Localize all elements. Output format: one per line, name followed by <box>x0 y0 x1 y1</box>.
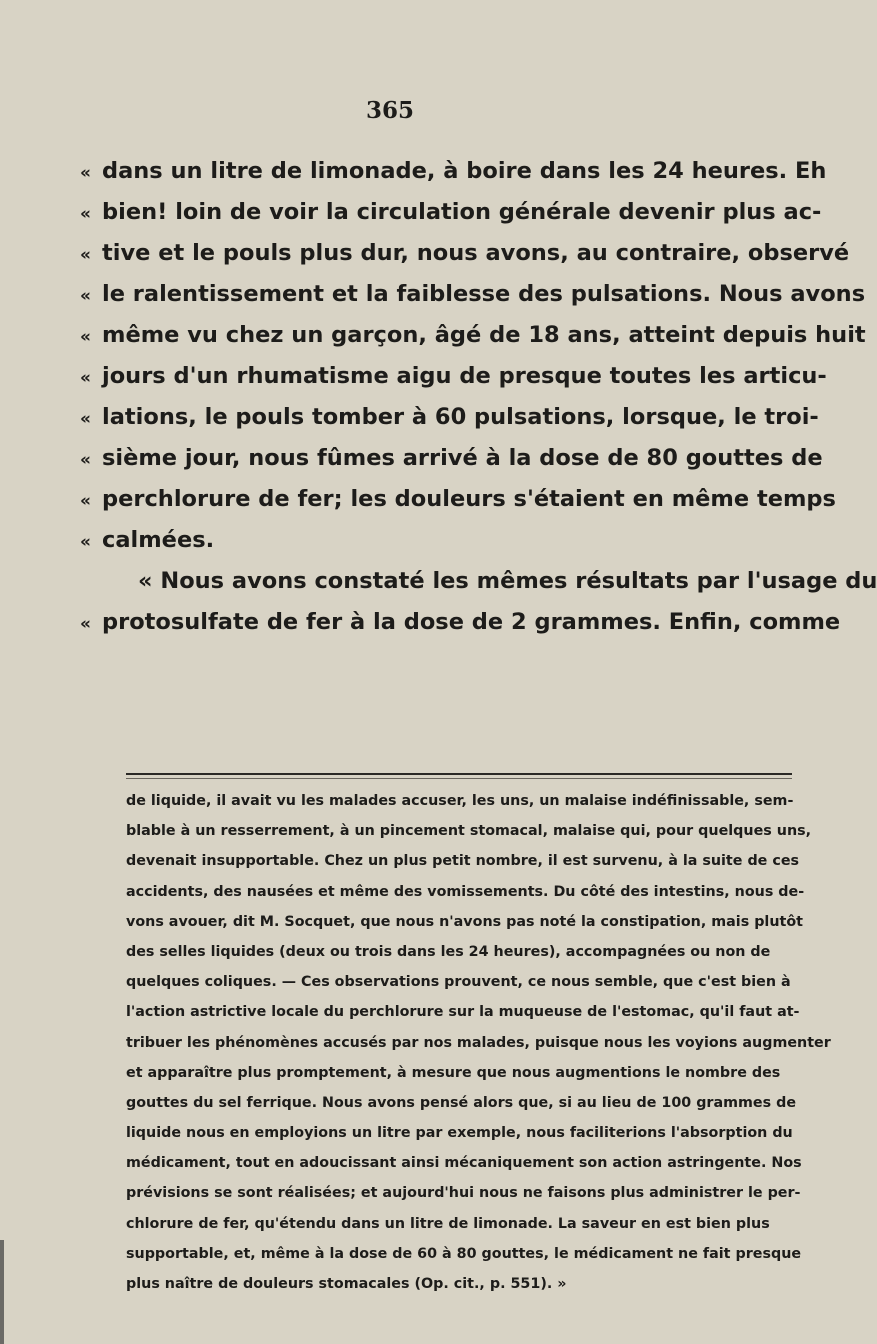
line-text: jours d'un rhumatisme aigu de presque toutes les articu- <box>102 363 827 389</box>
text-line <box>80 233 850 274</box>
footnote-line: liquide nous en employions un litre par exemple, nous faciliterions l'absorption du <box>126 1125 793 1142</box>
footnote-line: médicament, tout en adoucissant ainsi mécaniquement son action astringente. Nos <box>126 1155 802 1172</box>
footnote <box>126 786 831 1299</box>
quote-mark: « <box>80 491 91 511</box>
line-text: le ralentissement et la faiblesse des pulsations. Nous avons <box>102 281 866 307</box>
line-text: « Nous avons constaté les mêmes résultats par l'usage du <box>138 568 877 594</box>
page-edge-shadow <box>0 1240 4 1344</box>
line-text: sième jour, nous fûmes arrivé à la dose de 80 gouttes de <box>102 445 823 471</box>
quote-mark: « <box>80 368 91 388</box>
line-text: lations, le pouls tomber à 60 pulsations, lorsque, le troi- <box>102 404 819 430</box>
text-line <box>80 356 827 397</box>
quote-mark: « <box>80 532 91 552</box>
line-text: tive et le pouls plus dur, nous avons, au contraire, observé <box>102 240 850 266</box>
footnote-line: supportable, et, même à la dose de 60 à 80 gouttes, le médicament ne fait presque <box>126 1245 802 1262</box>
quote-mark: « <box>80 614 91 634</box>
line-text: bien! loin de voir la circulation générale devenir plus ac- <box>102 199 822 225</box>
footnote-line: de liquide, il avait vu les malades accuser, les uns, un malaise indéfinissable, sem- <box>126 793 794 809</box>
quote-mark: « <box>80 286 91 306</box>
main-text <box>80 151 877 643</box>
footnote-line: accidents, des nausées et même des vomissements. Du côté des intestins, nous de- <box>126 883 805 900</box>
footnote-divider-thin <box>126 778 792 779</box>
footnote-line: devenait insupportable. Chez un plus petit nombre, il est survenu, à la suite de ces <box>126 853 800 870</box>
text-line <box>80 315 866 356</box>
text-line <box>80 520 792 561</box>
text-line <box>80 438 823 479</box>
footnote-line: vons avouer, dit M. Socquet, que nous n'avons pas noté la constipation, mais plutôt <box>126 913 804 930</box>
line-text: perchlorure de fer; les douleurs s'étaient en même temps <box>102 486 836 512</box>
text-line <box>80 397 819 438</box>
line-text: calmées. <box>102 527 215 553</box>
quote-mark: « <box>80 245 91 265</box>
text-line <box>80 561 877 602</box>
quote-mark: « <box>80 450 91 470</box>
page-number: 365 <box>366 97 415 124</box>
footnote-line: plus naître de douleurs stomacales (Op. cit., p. 551). » <box>126 1276 567 1292</box>
footnote-line: gouttes du sel ferrique. Nous avons pensé alors que, si au lieu de 100 grammes de <box>126 1094 797 1111</box>
line-text: protosulfate de fer à la dose de 2 grammes. Enfin, comme <box>102 609 841 635</box>
footnote-line: tribuer les phénomènes accusés par nos malades, puisque nous les voyions augmenter <box>126 1034 831 1051</box>
line-text: dans un litre de limonade, à boire dans les 24 heures. Eh <box>102 158 827 184</box>
text-line <box>80 192 822 233</box>
footnote-line: chlorure de fer, qu'étendu dans un litre de limonade. La saveur en est bien plus <box>126 1215 770 1232</box>
quote-mark: « <box>80 409 91 429</box>
text-line <box>80 479 836 520</box>
footnote-divider <box>126 773 792 775</box>
footnote-line: des selles liquides (deux ou trois dans les 24 heures), accompagnées ou non de <box>126 943 771 960</box>
text-line <box>80 151 827 192</box>
line-text: même vu chez un garçon, âgé de 18 ans, atteint depuis huit <box>102 322 866 348</box>
text-line <box>80 274 866 315</box>
footnote-line: quelques coliques. — Ces observations prouvent, ce nous semble, que c'est bien à <box>126 974 791 991</box>
footnote-line: blable à un resserrement, à un pincement stomacal, malaise qui, pour quelques uns, <box>126 823 812 840</box>
quote-mark: « <box>80 163 91 183</box>
quote-mark: « <box>80 327 91 347</box>
quote-mark: « <box>80 204 91 224</box>
footnote-line: et apparaître plus promptement, à mesure que nous augmentions le nombre des <box>126 1064 781 1081</box>
footnote-line: prévisions se sont réalisées; et aujourd'hui nous ne faisons plus administrer le per- <box>126 1185 801 1202</box>
text-line <box>80 602 841 643</box>
footnote-line: l'action astrictive locale du perchlorure sur la muqueuse de l'estomac, qu'il faut at- <box>126 1004 800 1021</box>
